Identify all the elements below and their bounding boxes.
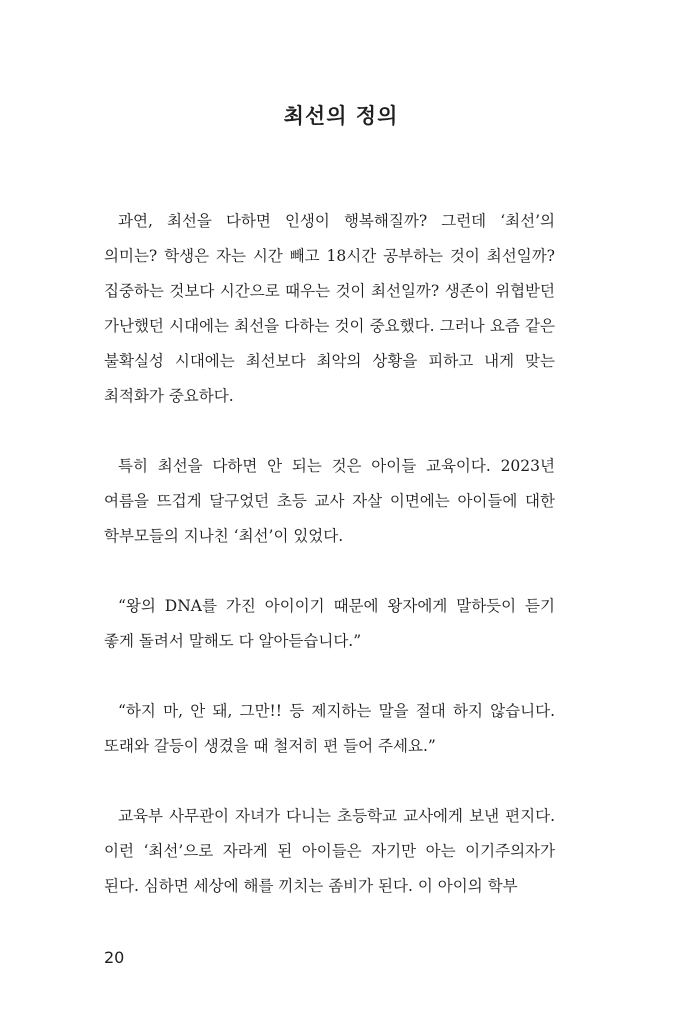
paragraph-3-quote: “왕의 DNA를 가진 아이이기 때문에 왕자에게 말하듯이 듣기 좋게 돌려서 말해도 다 알아듣습니다.” — [104, 597, 555, 650]
chapter-title: 최선의 정의 — [283, 104, 399, 128]
paragraph-2: 특히 최선을 다하면 안 되는 것은 아이들 교육이다. 2023년 여름을 뜨겁게 달구었던 초등 교사 자살 이면에는 아이들에 대한 학부모들의 지나친 ‘최선’이 있었다. — [104, 457, 555, 545]
paragraph-5: 교육부 사무관이 자녀가 다니는 초등학교 교사에게 보낸 편지다. 이런 ‘최선’으로 자라게 된 아이들은 자기만 아는 이기주의자가 된다. 심하면 세상에 해를 끼치는 좀비가 된다. 이 아이의 학부 — [104, 807, 555, 895]
body-text — [104, 204, 555, 939]
page-number: 20 — [104, 948, 125, 967]
paragraph-1: 과연, 최선을 다하면 인생이 행복해질까? 그런데 ‘최선’의 의미는? 학생은 자는 시간 빼고 18시간 공부하는 것이 최선일까? 집중하는 것보다 시간으로 때우는 것이 최선일까? 생존이 위협받던 가난했던 시대에는 최선을 다하는 것이 중요했다. 그러나 요즘 같은 불확실성 시대에는 최선보다 최악의 상황을 피하고 내게 맞는 최적화가 중요하다. — [104, 212, 555, 405]
paragraph-4-quote: “하지 마, 안 돼, 그만!! 등 제지하는 말을 절대 하지 않습니다. 또래와 갈등이 생겼을 때 철저히 편 들어 주세요.” — [104, 702, 555, 755]
